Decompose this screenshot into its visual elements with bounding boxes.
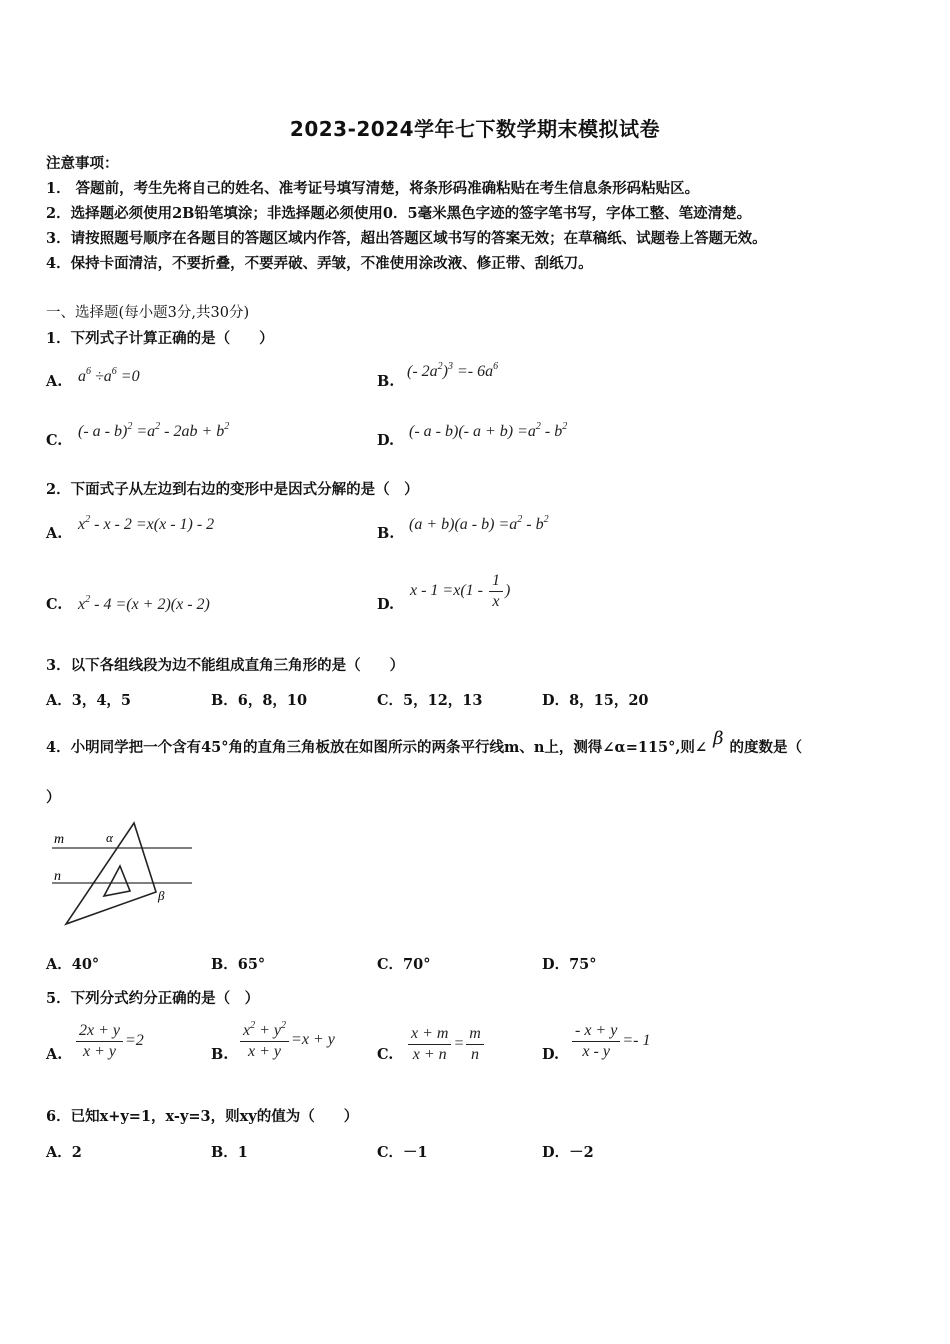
q6-option-c: C．－1 <box>377 1144 428 1161</box>
inner-triangle <box>104 866 130 896</box>
q2-option-d-label: D. <box>377 596 395 613</box>
q1-option-d-label: D. <box>377 432 395 449</box>
notice-item: 4．保持卡面清洁，不要折叠，不要弄破、弄皱，不准使用涂改液、修正带、刮纸刀。 <box>46 255 593 272</box>
label-n: n <box>54 869 61 884</box>
q4-option-d: D．75° <box>542 956 597 973</box>
q1-option-b-label: B. <box>377 373 395 390</box>
section-heading: 一、选择题(每小题3分,共30分) <box>46 305 250 321</box>
q2-option-a-label: A. <box>46 525 63 542</box>
label-alpha: α <box>106 830 113 845</box>
q3-option-a: A．3，4，5 <box>46 692 132 709</box>
q5-option-c-label: C. <box>377 1046 394 1063</box>
q3-option-d: D．8，15，20 <box>542 692 649 709</box>
question-3-stem: 3．以下各组线段为边不能组成直角三角形的是（ ） <box>46 657 405 674</box>
q1-option-b: (- $2a^2)^3 =- 6a^6$ <box>407 361 499 380</box>
q4-option-c: C．70° <box>377 956 431 973</box>
q2-option-c-label: C. <box>46 596 63 613</box>
q6-option-b: B．1 <box>211 1144 248 1161</box>
notice-heading: 注意事项： <box>46 155 119 172</box>
notice-item: 3．请按照题号顺序在各题目的答题区域内作答，超出答题区域书写的答案无效；在草稿纸、试题卷上答题无效。 <box>46 230 767 247</box>
q1-option-a: $a^6 \div a^6 =0$ <box>78 366 140 385</box>
q2-option-b: $(a + b)(a - b) =a^2 - b^2$ <box>409 514 549 533</box>
q5-option-a: $\frac{2x + y}{x + y}$ =2 <box>74 1022 144 1061</box>
q5-option-b: $\frac{x^2 + y^2}{x + y}$ =x + y <box>238 1020 335 1061</box>
q1-option-c-label: C. <box>46 432 63 449</box>
question-6-stem: 6．已知x+y=1，x-y=3，则xy的值为（ ） <box>46 1108 359 1125</box>
notice-item: 2．选择题必须使用2B铅笔填涂；非选择题必须使用0．5毫米黑色字迹的签字笔书写，字体工整、笔迹清楚。 <box>46 205 752 222</box>
q2-option-d: x - 1 =x(1 - $\frac{1}{x}$ ) <box>410 572 511 610</box>
question-4-stem: 4．小明同学把一个含有45°角的直角三角板放在如图所示的两条平行线m、n上，测得∠α=115°,则∠ β 的度数是（ <box>46 728 802 756</box>
q2-option-c: $x^2 - 4 =(x + 2)(x - 2)$ <box>78 594 210 613</box>
label-beta: β <box>158 888 165 903</box>
q1-option-a-label: A. <box>46 373 63 390</box>
q4-option-b: B．65° <box>211 956 266 973</box>
question-2-stem: 2．下面式子从左边到右边的变形中是因式分解的是（ ） <box>46 481 419 498</box>
q1-option-c: (- $a - b)^2 =a^2 - 2ab + b^2$ <box>78 421 230 440</box>
q5-option-d: $\frac{- x + y}{x - y}$ =- 1 <box>570 1022 650 1061</box>
q5-option-c: $\frac{x + m}{x + n}$ = $\frac{m}{n}$ <box>406 1025 486 1064</box>
q3-option-b: B．6，8，10 <box>211 692 308 709</box>
q3-option-c: C．5，12，13 <box>377 692 483 709</box>
q1-option-d: (- a - b)(- $a + b) =a^2 - b^2$ <box>409 421 568 440</box>
q5-option-b-label: B. <box>211 1046 229 1063</box>
math-text-equivalents <box>0 0 1 1</box>
question-1-stem: 1．下列式子计算正确的是（ ） <box>46 330 274 347</box>
q2-option-b-label: B. <box>377 525 395 542</box>
page-title: 2023-2024学年七下数学期末模拟试卷 <box>289 117 661 141</box>
q6-option-a: A．2 <box>46 1144 82 1161</box>
beta-symbol: β <box>713 728 724 749</box>
q6-option-d: D．－2 <box>542 1144 594 1161</box>
question-4-stem-end: ） <box>46 789 61 806</box>
label-m: m <box>54 832 65 847</box>
question-5-stem: 5．下列分式约分正确的是（ ） <box>46 990 260 1007</box>
parallel-lines-triangle-figure <box>46 820 196 930</box>
q2-option-a: $x^2 - x - 2 =x(x - 1) - 2$ <box>78 514 215 533</box>
q5-option-d-label: D. <box>542 1046 560 1063</box>
notice-item: 1． 答题前，考生先将自己的姓名、准考证号填写清楚，将条形码准确粘贴在考生信息条形码粘贴区。 <box>46 180 700 197</box>
q4-option-a: A．40° <box>46 956 100 973</box>
q5-option-a-label: A. <box>46 1046 63 1063</box>
